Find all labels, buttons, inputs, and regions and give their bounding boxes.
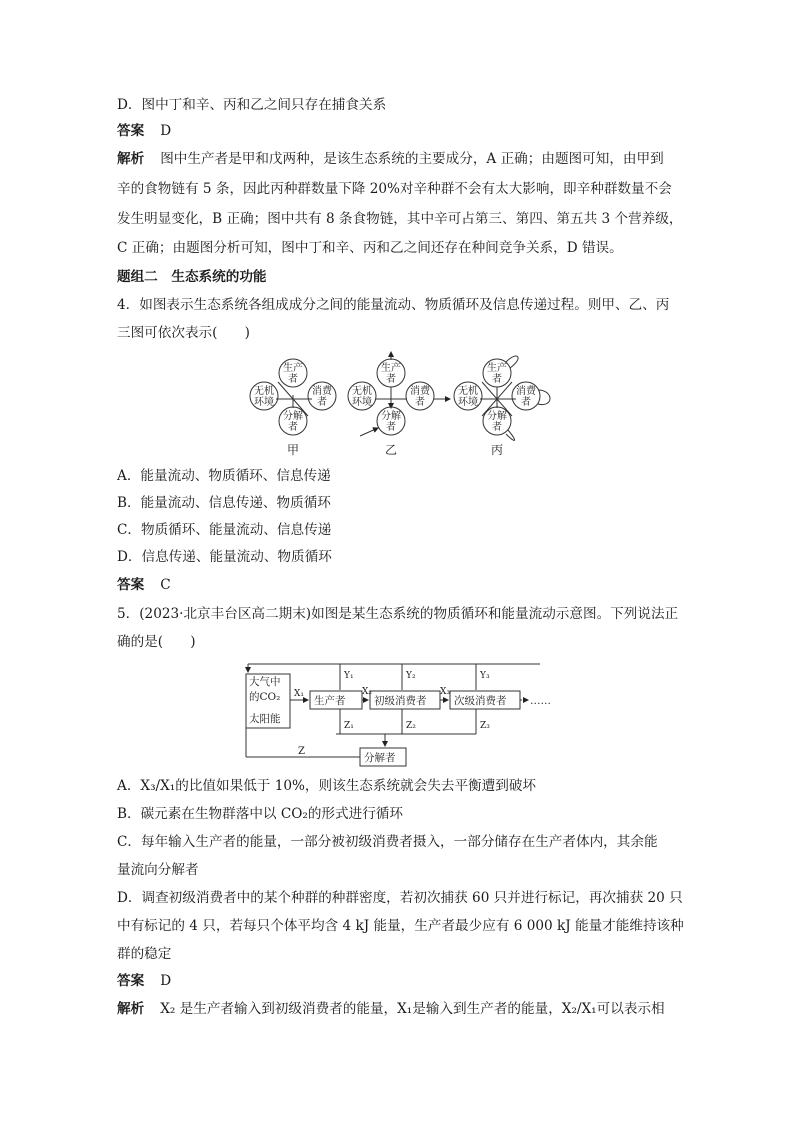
q4-answer-label: 答案 — [117, 577, 145, 593]
q4-answer-row — [117, 576, 682, 594]
jia-consumer-1: 消费 — [312, 386, 332, 397]
jia-inorganic-1: 无机 — [254, 386, 274, 397]
q5-answer-row — [117, 972, 682, 990]
q5-analysis-row — [117, 1000, 682, 1018]
q5-answer: D — [160, 973, 172, 989]
yi-consumer-2: 者 — [415, 397, 425, 408]
bing-producer-1: 生产 — [487, 363, 507, 374]
q5-option-d: D．调查初级消费者中的某个种群的种群密度，若初次捕获 60 只并进行标记，再次捕获 20 只 — [117, 890, 683, 906]
caption-bing: 丙 — [490, 443, 504, 457]
primary-consumer-box-label: 初级消费者 — [374, 695, 427, 707]
yi-producer-1: 生产 — [381, 363, 401, 374]
z2-label: Z₂ — [406, 721, 416, 731]
q4-figure — [240, 350, 560, 460]
bing-consumer-2: 者 — [521, 397, 531, 408]
q4-stem-line: 三图可依次表示( ) — [117, 325, 250, 341]
q5-option-d-cont: 群的稳定 — [117, 946, 172, 962]
yi-consumer-1: 消费 — [410, 386, 430, 397]
z-label: Z — [298, 746, 305, 757]
decomposer-box-label: 分解者 — [364, 752, 396, 764]
secondary-consumer-box-label: 次级消费者 — [454, 695, 507, 707]
q5-stem-line: 5．(2023·北京丰台区高二期末)如图是某生态系统的物质循环和能量流动示意图。下列说法正 — [117, 606, 679, 622]
q3-analysis-label: 解析 — [117, 151, 145, 167]
air-label: 大气中 — [249, 676, 281, 688]
group2-title: 题组二 生态系统的功能 — [117, 269, 267, 285]
bing-decomposer-1: 分解 — [487, 411, 507, 422]
q5-option-b: B．碳元素在生物群落中以 CO₂的形式进行循环 — [117, 806, 403, 822]
yi-producer-2: 者 — [386, 374, 396, 385]
q5-option-d-cont: 中有标记的 4 只，若每只个体平均含 4 kJ 能量，生产者最少应有 6 000 kJ 能量才能维持该种 — [117, 918, 684, 934]
q3-analysis-line: C 正确；由题图分析可知，图中丁和辛、丙和乙之间还存在种间竞争关系，D 错误。 — [117, 240, 623, 256]
q3-analysis-line: 辛的食物链有 5 条，因此丙种群数量下降 20%对辛种群不会有太大影响，即辛种群数量不会 — [117, 181, 672, 197]
bing-decomposer-2: 者 — [492, 422, 502, 433]
q4-option-b: B．能量流动、信息传递、物质循环 — [117, 495, 331, 511]
z1-label: Z₁ — [344, 721, 354, 731]
q4-answer: C — [160, 577, 171, 593]
q3-analysis-line: 发生明显变化，B 正确；图中共有 8 条食物链，其中辛可占第三、第四、第五共 3 个营养级， — [117, 211, 683, 227]
x2-label: X₂ — [362, 687, 373, 697]
bing-inorganic-1: 无机 — [458, 386, 478, 397]
producer-box-label: 生产者 — [314, 695, 346, 707]
q5-flow-lines — [246, 664, 540, 766]
co2-label: 的CO₂ — [249, 691, 281, 703]
jia-decomposer-2: 者 — [288, 422, 298, 433]
y1-label: Y₁ — [344, 671, 354, 681]
q5-stem-line: 确的是( ) — [117, 634, 196, 650]
x3-label: X₃ — [440, 687, 451, 697]
bing-producer-2: 者 — [492, 374, 502, 385]
yi-inorganic-1: 无机 — [352, 386, 372, 397]
q3-analysis-row-1 — [117, 150, 682, 168]
bing-consumer-1: 消费 — [516, 386, 536, 397]
jia-producer-2: 者 — [288, 374, 298, 385]
q5-option-c-cont: 量流向分解者 — [117, 862, 199, 878]
q5-option-c: C．每年输入生产者的能量，一部分被初级消费者摄入，一部分储存在生产者体内，其余能 — [117, 834, 658, 850]
y2-label: Y₂ — [406, 671, 416, 681]
z3-label: Z₃ — [480, 721, 490, 731]
q3-answer-label: 答案 — [117, 123, 145, 139]
q5-answer-label: 答案 — [117, 973, 145, 989]
q3-answer-row — [117, 122, 682, 140]
q4-option-c: C．物质循环、能量流动、信息传递 — [117, 522, 332, 538]
q3-option-d: D．图中丁和辛、丙和乙之间只存在捕食关系 — [117, 97, 387, 113]
q5-figure — [240, 660, 560, 770]
q5-analysis-label: 解析 — [117, 1001, 145, 1017]
q5-analysis-line: X₂ 是生产者输入到初级消费者的能量，X₁是输入到生产者的能量，X₂/X₁可以表示相 — [160, 1001, 665, 1017]
y3-label: Y₃ — [480, 671, 490, 681]
jia-decomposer-1: 分解 — [283, 411, 303, 422]
q4-option-a: A．能量流动、物质循环、信息传递 — [117, 468, 331, 484]
caption-jia: 甲 — [286, 443, 300, 457]
continuation-dots: …… — [530, 695, 551, 707]
yi-decomposer-1: 分解 — [381, 411, 401, 422]
sun-label: 太阳能 — [249, 713, 281, 725]
jia-consumer-2: 者 — [317, 397, 327, 408]
q3-analysis-line: 图中生产者是甲和戊两种，是该生态系统的主要成分，A 正确；由题图可知，由甲到 — [160, 151, 664, 167]
caption-yi: 乙 — [384, 443, 398, 457]
jia-inorganic-2: 环境 — [254, 397, 274, 408]
x1-label: X₁ — [294, 689, 305, 699]
bing-inorganic-2: 环境 — [458, 397, 478, 408]
yi-decomposer-2: 者 — [386, 422, 396, 433]
q3-answer: D — [160, 123, 172, 139]
yi-inorganic-2: 环境 — [352, 397, 372, 408]
q4-stem-line: 4．如图表示生态系统各组成成分之间的能量流动、物质循环及信息传递过程。则甲、乙、丙 — [117, 297, 670, 313]
q4-option-d: D．信息传递、能量流动、物质循环 — [117, 549, 332, 565]
q5-option-a: A．X₃/X₁的比值如果低于 10%，则该生态系统就会失去平衡遭到破坏 — [117, 778, 537, 794]
jia-producer-1: 生产 — [283, 363, 303, 374]
